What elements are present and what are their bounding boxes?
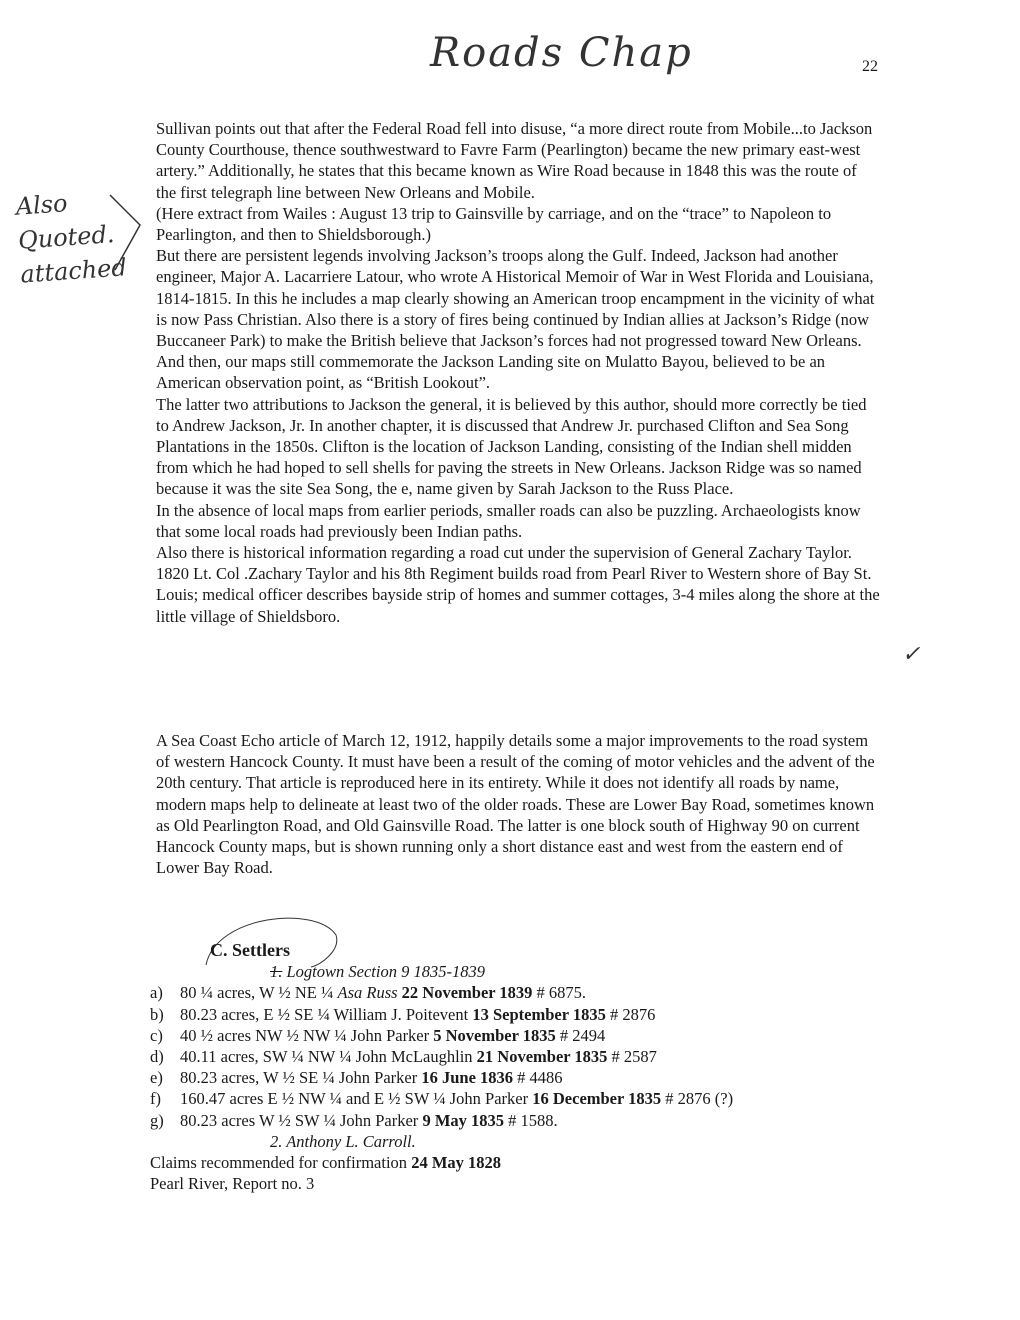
entry-label: a) bbox=[150, 983, 163, 1003]
entry-text bbox=[180, 1046, 657, 1067]
subsection-title: 2. Anthony L. Carroll. bbox=[270, 1131, 416, 1151]
paragraph: Also there is historical information regarding a road cut under the supervision of General Zachary Taylor. bbox=[156, 543, 852, 563]
body-text-block bbox=[156, 118, 880, 627]
subsection-title-text: Logtown Section 9 1835-1839 bbox=[286, 962, 485, 982]
entry-date: 5 November 1835 bbox=[433, 1025, 556, 1045]
entry-label: b) bbox=[150, 1004, 164, 1024]
list-item bbox=[150, 1110, 870, 1131]
entry-date: 13 September 1835 bbox=[472, 1004, 606, 1024]
entry-text bbox=[180, 1110, 558, 1131]
margin-note-line: Also bbox=[14, 189, 69, 221]
section-heading: C. Settlers bbox=[210, 940, 290, 960]
entry-text bbox=[180, 982, 586, 1003]
entry-date: 9 May 1835 bbox=[422, 1110, 505, 1130]
body-text-block bbox=[156, 730, 880, 878]
claims-prefix: Claims recommended for confirmation bbox=[150, 1153, 408, 1173]
margin-note-line: attached bbox=[19, 253, 128, 289]
handwritten-title: Roads Chap bbox=[430, 30, 693, 76]
entry-name: Asa Russ bbox=[337, 983, 398, 1003]
entry-text bbox=[180, 1067, 563, 1088]
paragraph: In the absence of local maps from earlier periods, smaller roads can also be puzzling. Archaeologists know that some local roads had previously been Indian paths. bbox=[156, 500, 861, 541]
entry-ref: # 4486 bbox=[517, 1068, 563, 1088]
settlers-section bbox=[150, 940, 870, 1194]
list-item bbox=[150, 1088, 870, 1109]
entry-text bbox=[180, 1004, 655, 1025]
entry-ref: # 2494 bbox=[559, 1025, 606, 1045]
entry-ref: # 6875. bbox=[536, 983, 587, 1003]
margin-bracket-mark bbox=[105, 185, 155, 275]
entry-desc: 80.23 acres, W ½ SE ¼ John Parker bbox=[180, 1068, 418, 1088]
claims-line bbox=[150, 1152, 870, 1173]
entry-desc: 80.23 acres W ½ SW ¼ John Parker bbox=[180, 1110, 419, 1130]
entry-desc: 40.11 acres, SW ¼ NW ¼ John McLaughlin bbox=[180, 1047, 473, 1067]
margin-note-line: Quoted. bbox=[17, 220, 116, 255]
list-item bbox=[150, 1046, 870, 1067]
page-number: 22 bbox=[862, 58, 878, 75]
entry-label: e) bbox=[150, 1068, 163, 1088]
paragraph: A Sea Coast Echo article of March 12, 1912, happily details some a major improvements to the road system of western Hancock County. It must have been a result of the coming of motor vehicles and the advent of the 20th century. That article is reproduced here in its entirety. While it does not identify all roads by name, modern maps help to delineate at least two of the older roads. These are Lower Bay Road, sometimes known as Old Pearlington Road, and Old Gainsville Road. The latter is one block south of Highway 90 on current Hancock County maps, but is shown running only a short distance east and west from the eastern end of Lower Bay Road. bbox=[156, 731, 875, 878]
entry-desc: 160.47 acres E ½ NW ¼ and E ½ SW ¼ John Parker bbox=[180, 1089, 529, 1109]
entry-text bbox=[180, 1025, 605, 1046]
list-item bbox=[150, 982, 870, 1003]
claims-date: 24 May 1828 bbox=[411, 1153, 502, 1173]
entry-date: 21 November 1835 bbox=[476, 1047, 608, 1067]
entry-label: g) bbox=[150, 1110, 164, 1130]
entry-label: d) bbox=[150, 1047, 164, 1067]
check-mark-icon: ✓ bbox=[902, 642, 921, 667]
entry-ref: # 1588. bbox=[508, 1110, 558, 1130]
settler-entry-list bbox=[150, 982, 870, 1130]
entry-label: c) bbox=[150, 1025, 163, 1045]
paragraph: 1820 Lt. Col .Zachary Taylor and his 8th Regiment builds road from Pearl River to Western shore of Bay St. Louis; medical officer describes bayside strip of homes and summer cottages, 3-4 miles along the shore at the little village of Shieldsboro. bbox=[156, 564, 880, 626]
paragraph: (Here extract from Wailes : August 13 trip to Gainsville by carriage, and on the “trace” to Napoleon to Pearlington, and then to Shieldsborough.) bbox=[156, 203, 832, 245]
entry-ref: # 2587 bbox=[611, 1047, 657, 1067]
entry-ref: # 2876 bbox=[609, 1004, 656, 1024]
subsection-number: 1. bbox=[270, 962, 283, 982]
list-item bbox=[150, 1004, 870, 1025]
list-item bbox=[150, 1025, 870, 1046]
entry-desc: 40 ½ acres NW ½ NW ¼ John Parker bbox=[180, 1025, 430, 1045]
entry-date: 22 November 1839 bbox=[401, 983, 533, 1003]
list-item bbox=[150, 1067, 870, 1088]
subsection-title bbox=[270, 961, 870, 982]
report-line: Pearl River, Report no. 3 bbox=[150, 1174, 315, 1194]
entry-desc: 80.23 acres, E ½ SE ¼ William J. Poitevent bbox=[180, 1004, 469, 1024]
entry-desc: 80 ¼ acres, W ½ NE ¼ bbox=[180, 983, 334, 1003]
paragraph: Sullivan points out that after the Federal Road fell into disuse, “a more direct route from Mobile...to Jackson County Courthouse, thence southwestward to Favre Farm (Pearlington) became the new primary east-west artery.” Additionally, he states that this became known as Wire Road because in 1848 this was the route of the first telegraph line between New Orleans and Mobile. bbox=[156, 119, 873, 202]
entry-text bbox=[180, 1088, 733, 1109]
entry-date: 16 December 1835 bbox=[532, 1089, 662, 1109]
entry-ref: # 2876 (?) bbox=[665, 1089, 734, 1109]
entry-label: f) bbox=[150, 1089, 161, 1109]
entry-date: 16 June 1836 bbox=[421, 1068, 514, 1088]
paragraph: The latter two attributions to Jackson the general, it is believed by this author, should more correctly be tied to Andrew Jackson, Jr. In another chapter, it is discussed that Andrew Jr. purchased Clifton and Sea Song Plantations in the 1850s. Clifton is the location of Jackson Landing, consisting of the Indian shell midden from which he had hoped to sell shells for paving the streets in New Orleans. Jackson Ridge was so named because it was the site Sea Song, the e, name given by Sarah Jackson to the Russ Place. bbox=[156, 394, 867, 499]
paragraph: But there are persistent legends involving Jackson’s troops along the Gulf. Indeed, Jackson had another engineer, Major A. Lacarriere Latour, who wrote A Historical Memoir of War in West Florida and Louisiana, 1814-1815. In this he includes a map clearly showing an American troop encampment in the vicinity of what is now Pass Christian. Also there is a story of fires being continued by Indian allies at Jackson’s Ridge (now Buccaneer Park) to make the British believe that Jackson’s forces had not progressed toward New Orleans. And then, our maps still commemorate the Jackson Landing site on Mulatto Bayou, believed to be an American observation point, as “British Lookout”. bbox=[156, 246, 875, 393]
